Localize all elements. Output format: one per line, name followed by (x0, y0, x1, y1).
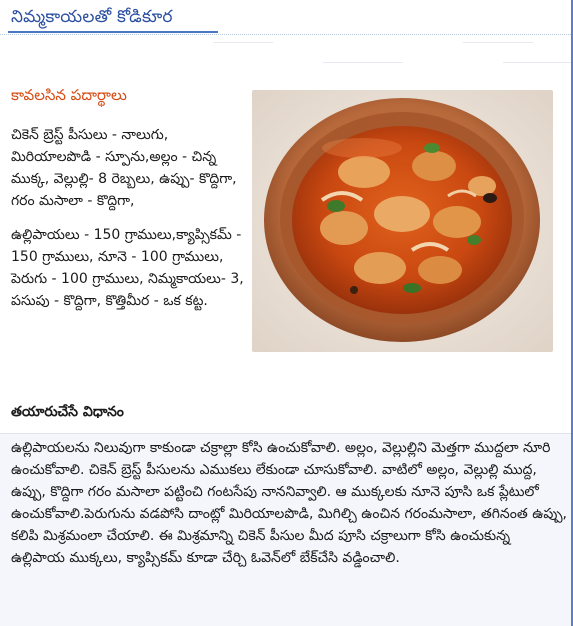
ingredients-list (11, 124, 249, 324)
page-title: నిమ్మకాయలతో కోడికూర (11, 7, 173, 27)
method-text: ఉల్లిపాయలను నిలువుగా కాకుండా చక్రాల్లా కోసి ఉంచుకోవాలి. అల్లం, వెల్లుల్లిని మెత్తగా ముద్దలా నూరి ఉంచుకోవాలి. చికెన్ బ్రెస్ట్ పీసులను ఎముకలు లేకుండా చూసుకోవాలి. వాటిలో అల్లం, వెల్లుల్లి ముద్ద, ఉప్పు, కొద్దిగా గరం మసాలా పట్టించి గంటసేపు నాననివ్వాలి. ఆ ముక్కలకు నూనె పూసి ఒక ప్లేటులో ఉంచుకోవాలి.పెరుగును వడపోసి దాంట్లో మిరియాలపొడి, మిగిల్చి ఉంచిన గరంమసాలా, తగినంత ఉప్పు, కలిపి మిశ్రమంలా చేయాలి. ఈ మిశ్రమాన్ని చికెన్ పీసుల మీద పూసి చక్రాలుగా కోసి ఉంచుకున్న ఉల్లిపాయ ముక్కలు, క్యాప్సికమ్ కూడా చేర్చి ఓవెన్‌లో బేక్‌చేసి వడ్డించాలి. (11, 440, 568, 566)
ingredients-paragraph-1: చికెన్ బ్రెస్ట్ పీసులు - నాలుగు, మిరియాలపొడి - స్పూను,అల్లం - చిన్న ముక్క, వెల్లుల్లి- 8 రెబ్బలు, ఉప్పు- కొద్దిగా, గరం మసాలా - కొద్దిగా, (11, 127, 237, 209)
chicken-curry-pot-image (252, 90, 553, 352)
ingredients-paragraph-2: ఉల్లిపాయలు - 150 గ్రాములు,క్యాప్సికమ్ - 150 గ్రాములు, నూనె - 100 గ్రాములు, పెరుగు - 100 గ్రాములు, నిమ్మకాయలు- 3, పసుపు - కొద్దిగా, కొత్తిమీర - ఒక కట్ట. (11, 227, 244, 309)
ingredients-heading: కావలసిన పదార్థాలు (11, 86, 127, 104)
title-underline (8, 31, 218, 33)
method-heading: తయారుచేసే విధానం (11, 404, 124, 420)
title-bar (0, 0, 573, 35)
decorative-lines (213, 42, 573, 68)
recipe-image (252, 90, 553, 352)
